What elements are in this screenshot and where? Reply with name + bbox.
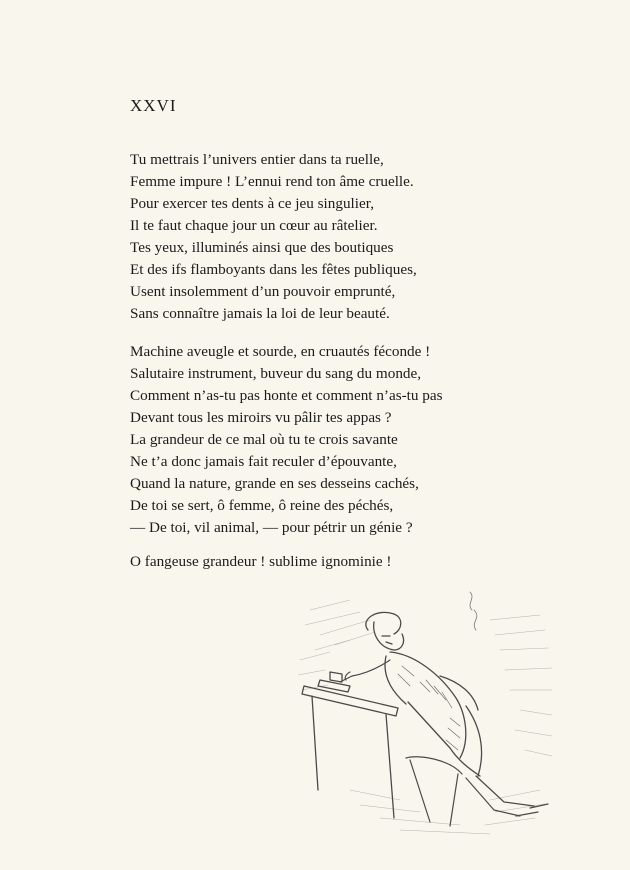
verse-line: Comment n’as-tu pas honte et comment n’as-tu pas (130, 387, 443, 404)
verse-line: — De toi, vil animal, — pour pétrir un génie ? (130, 519, 413, 536)
verse-line: Devant tous les miroirs vu pâlir tes appas ? (130, 409, 392, 426)
verse-line: Salutaire instrument, buveur du sang du monde, (130, 365, 422, 382)
verse-line: O fangeuse grandeur ! sublime ignominie ! (130, 553, 392, 570)
verse-line: Femme impure ! L’ennui rend ton âme cruelle. (130, 173, 414, 190)
verse-line: Machine aveugle et sourde, en cruautés féconde ! (130, 343, 431, 360)
seated-man-writing-etching-icon (290, 590, 560, 840)
verse-line: Il te faut chaque jour un cœur au râtelier. (130, 217, 378, 234)
verse-line: Et des ifs flamboyants dans les fêtes publiques, (130, 261, 417, 278)
verse-line: Tes yeux, illuminés ainsi que des boutiques (130, 239, 394, 256)
verse-line: Sans connaître jamais la loi de leur beauté. (130, 305, 390, 322)
verse-line: La grandeur de ce mal où tu te crois savante (130, 431, 398, 448)
verse-line: De toi se sert, ô femme, ô reine des péchés, (130, 497, 394, 514)
stanza-3 (130, 551, 392, 573)
verse-line: Tu mettrais l’univers entier dans ta ruelle, (130, 151, 384, 168)
verse-line: Quand la nature, grande en ses desseins cachés, (130, 475, 419, 492)
stanza-2 (130, 341, 443, 539)
stanza-1 (130, 149, 417, 325)
poem-number: XXVI (130, 96, 177, 115)
verse-line: Ne t’a donc jamais fait reculer d’épouvante, (130, 453, 397, 470)
verse-line: Usent insolemment d’un pouvoir emprunté, (130, 283, 396, 300)
verse-line: Pour exercer tes dents à ce jeu singulier, (130, 195, 374, 212)
